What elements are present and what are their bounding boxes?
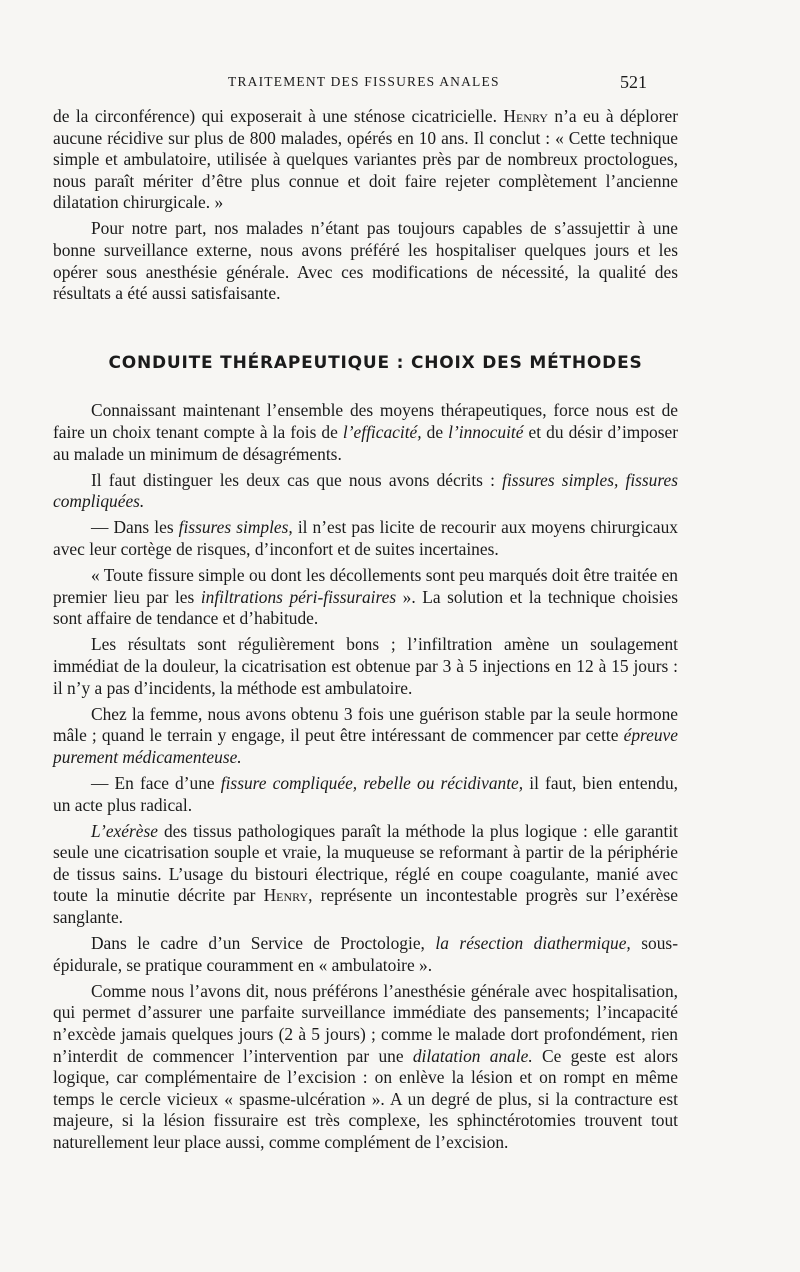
running-header bbox=[0, 72, 800, 96]
paragraph-3: Connaissant maintenant l’ensemble des moyens thérapeutiques, force nous est de faire un choix tenant compte à la fois de l’efficacité, de l’innocuité et du désir d’imposer au malade un minimum de désagréments. bbox=[53, 400, 678, 464]
paragraph-6: « Toute fissure simple ou dont les décollements sont peu marqués doit être traitée en premier lieu par les infiltrations péri-fissuraires ». La solution et la technique choisies sont affaire de tendance et d’habitude. bbox=[53, 565, 678, 629]
body-text bbox=[53, 106, 678, 1158]
paragraph-9: — En face d’une fissure compliquée, rebelle ou récidivante, il faut, bien entendu, un acte plus radical. bbox=[53, 772, 678, 815]
running-title: TRAITEMENT DES FISSURES ANALES bbox=[228, 74, 500, 89]
paragraph-7: Les résultats sont régulièrement bons ; l’infiltration amène un soulagement immédiat de la douleur, la cicatrisation est obtenue par 3 à 5 injections en 12 à 15 jours : il n’y a pas d’incidents, la méthode est ambulatoire. bbox=[53, 634, 678, 698]
author-name: Henry, bbox=[263, 885, 313, 906]
paragraph-12: Comme nous l’avons dit, nous préférons l’anesthésie générale avec hospitalisation, qui permet d’assurer une parfaite surveillance immédiate des pansements; l’incapacité n’excède jamais quelques jours (2 à 5 jours) ; comme le malade dort profondément, rien n’interdit de commencer l’intervention par une dilatation anale. Ce geste est alors logique, car complémentaire de l’excision : on enlève la lésion et on rompt en même temps le cercle vicieux « spasme-ulcération ». A un degré de plus, si la contracture est majeure, si la lésion fissuraire est très complexe, les sphinctérotomies trouvent tout naturellement leur place aussi, comme complément de l’excision. bbox=[53, 980, 678, 1152]
author-name: Henry bbox=[503, 106, 548, 126]
paragraph-10: L’exérèse des tissus pathologiques paraît la méthode la plus logique : elle garantit seule une cicatrisation souple et vraie, la muqueuse se reformant à partir de la périphérie de tissus sains. L’usage du bistouri électrique, réglé en coupe coagulante, manié avec toute la minutie décrite par Henry, représente un incontestable progrès sur l’exérèse sanglante. bbox=[53, 820, 678, 927]
paragraph-4: Il faut distinguer les deux cas que nous avons décrits : fissures simples, fissures compliquées. bbox=[53, 469, 678, 512]
paragraph-2: Pour notre part, nos malades n’étant pas toujours capables de s’assujettir à une bonne surveillance externe, nous avons préféré les hospitaliser quelques jours et les opérer sous anesthésie générale. Avec ces modifications de nécessité, la qualité des résultats a été aussi satisfaisante. bbox=[53, 218, 678, 304]
paragraph-1: de la circonférence) qui exposerait à une sténose cicatricielle. Henry n’a eu à déplorer aucune récidive sur plus de 800 malades, opérés en 10 ans. Il conclut : « Cette technique simple et ambulatoire, utilisée à quelques variantes près par de nombreux proctologues, nous paraît mériter d’être plus connue et doit faire rejeter complètement l’ancienne dilatation chirurgicale. » bbox=[53, 106, 678, 213]
page-number: 521 bbox=[620, 72, 647, 92]
paragraph-8: Chez la femme, nous avons obtenu 3 fois une guérison stable par la seule hormone mâle ; quand le terrain y engage, il peut être intéressant de commencer par cette épreuve purement médicamenteuse. bbox=[53, 703, 678, 767]
section-heading: CONDUITE THÉRAPEUTIQUE : CHOIX DES MÉTHODES bbox=[108, 352, 643, 373]
paragraph-5: — Dans les fissures simples, il n’est pas licite de recourir aux moyens chirurgicaux avec leur cortège de risques, d’inconfort et de suites incertaines. bbox=[53, 517, 678, 559]
paragraph-11: Dans le cadre d’un Service de Proctologie, la résection diathermique, sous-épidurale, se pratique couramment en « ambulatoire ». bbox=[53, 933, 678, 975]
